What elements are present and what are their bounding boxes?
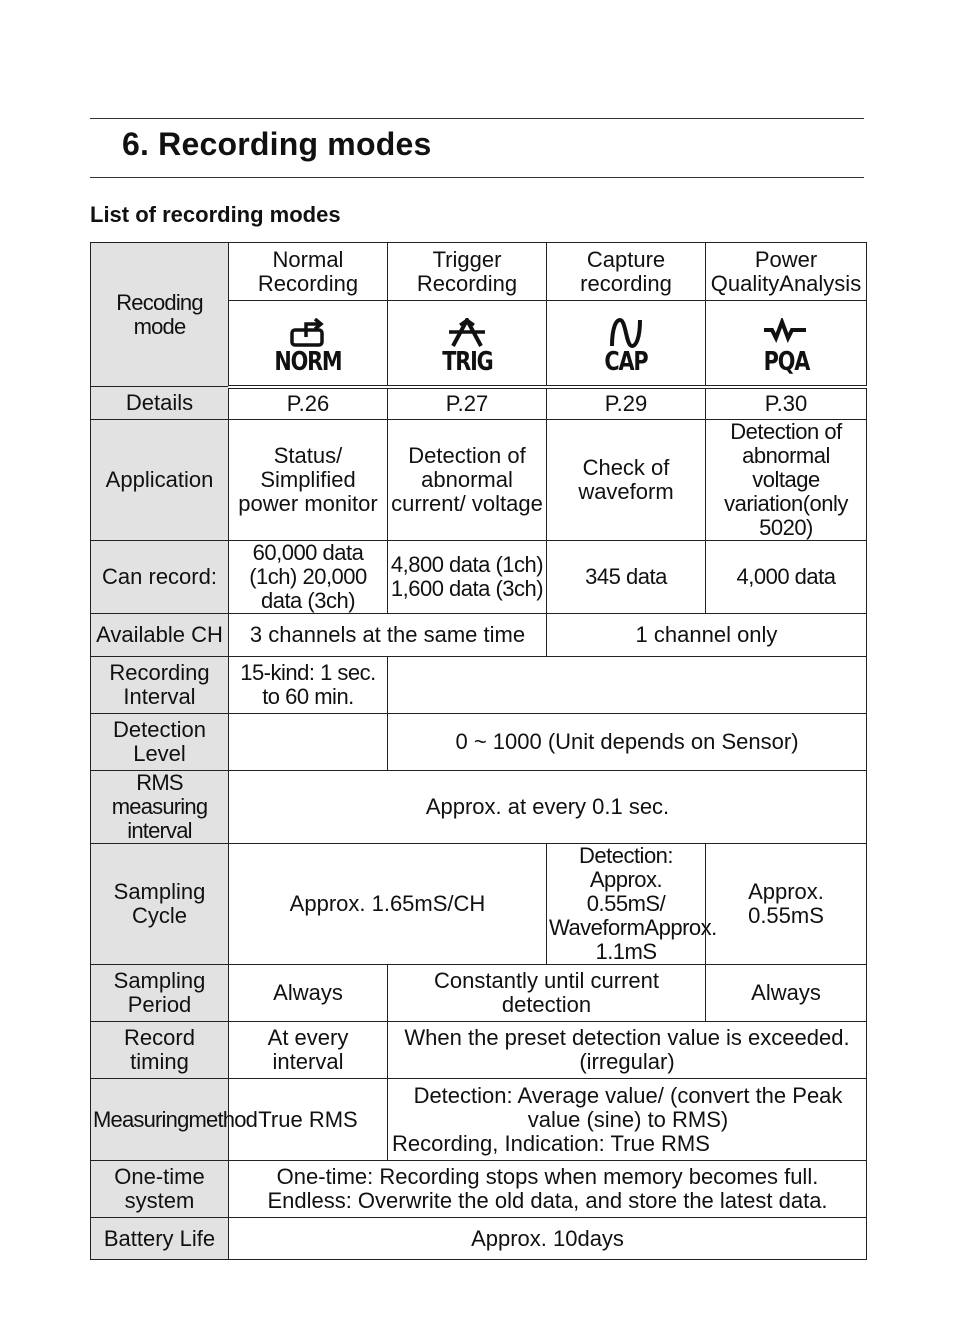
details-row bbox=[91, 387, 867, 420]
available-ch-row bbox=[91, 614, 867, 657]
measuring-method-line1: Detection: Average value/ (convert the Peak value (sine) to RMS) bbox=[413, 1082, 843, 1132]
measuring-method-norm: True RMS bbox=[229, 1079, 388, 1161]
can-record-trigger: 4,800 data (1ch) 1,600 data (3ch) bbox=[388, 541, 547, 614]
details-capture: P.29 bbox=[547, 387, 706, 420]
sampling-cycle-pqa: Approx. 0.55mS bbox=[706, 844, 867, 965]
sampling-period-trig-cap: Constantly until current detection bbox=[388, 965, 706, 1022]
details-normal: P.26 bbox=[229, 387, 388, 420]
sampling-cycle-row bbox=[91, 844, 867, 965]
measuring-method-others bbox=[388, 1079, 867, 1161]
can-record-normal: 60,000 data (1ch) 20,000 data (3ch) bbox=[229, 541, 388, 614]
mode-name-row bbox=[91, 243, 867, 301]
sampling-period-label: Sampling Period bbox=[91, 965, 229, 1022]
mode-name-capture: Capture recording bbox=[547, 243, 706, 301]
one-time-label: One-time system bbox=[91, 1161, 229, 1218]
record-timing-norm: At every interval bbox=[229, 1022, 388, 1079]
detection-level-label: Detection Level bbox=[91, 714, 229, 771]
mode-icon-cell-capture bbox=[547, 301, 706, 387]
details-label: Details bbox=[91, 387, 229, 420]
one-time-line1: One-time: Recording stops when memory becomes full. bbox=[276, 1164, 819, 1189]
cap-label: CAP bbox=[604, 346, 648, 377]
sampling-period-norm: Always bbox=[229, 965, 388, 1022]
mode-name-normal: Normal Recording bbox=[229, 243, 388, 301]
section-title: List of recording modes bbox=[90, 202, 341, 227]
record-timing-others: When the preset detection value is exceeded.(irregular) bbox=[388, 1022, 867, 1079]
can-record-pqa: 4,000 data bbox=[706, 541, 867, 614]
rms-interval-row bbox=[91, 771, 867, 844]
recording-modes-table bbox=[90, 242, 867, 1260]
sampling-cycle-norm-trig: Approx. 1.65mS/CH bbox=[229, 844, 547, 965]
cap-icon bbox=[604, 318, 648, 348]
sampling-cycle-label: Sampling Cycle bbox=[91, 844, 229, 965]
recording-interval-normal: 15-kind: 1 sec. to 60 min. bbox=[229, 657, 388, 714]
battery-label: Battery Life bbox=[91, 1218, 229, 1260]
detection-level-value: 0 ~ 1000 (Unit depends on Sensor) bbox=[388, 714, 867, 771]
sampling-period-pqa: Always bbox=[706, 965, 867, 1022]
can-record-capture: 345 data bbox=[547, 541, 706, 614]
sampling-cycle-cap: Detection: Approx. 0.55mS/ WaveformApprox. 1.1mS bbox=[547, 844, 706, 965]
norm-icon bbox=[286, 318, 330, 348]
detection-level-row bbox=[91, 714, 867, 771]
application-row bbox=[91, 420, 867, 541]
mode-name-trigger: Trigger Recording bbox=[388, 243, 547, 301]
record-timing-row bbox=[91, 1022, 867, 1079]
one-time-line2: Endless: Overwrite the old data, and store the latest data. bbox=[267, 1188, 828, 1213]
application-normal: Status/ Simplified power monitor bbox=[229, 420, 388, 541]
details-pqa: P.30 bbox=[706, 387, 867, 420]
recording-mode-label: Recoding mode bbox=[91, 243, 229, 387]
can-record-label: Can record: bbox=[91, 541, 229, 614]
details-trigger: P.27 bbox=[388, 387, 547, 420]
measuring-method-label: Measuringmethod bbox=[91, 1079, 229, 1161]
rms-interval-value: Approx. at every 0.1 sec. bbox=[229, 771, 867, 844]
measuring-method-row bbox=[91, 1079, 867, 1161]
available-ch-three: 3 channels at the same time bbox=[229, 614, 547, 657]
measuring-method-line2: Recording, Indication: True RMS bbox=[392, 1130, 710, 1156]
can-record-row bbox=[91, 541, 867, 614]
page-title: 6. Recording modes bbox=[122, 126, 432, 162]
battery-value: Approx. 10days bbox=[229, 1218, 867, 1260]
sampling-period-row bbox=[91, 965, 867, 1022]
recording-interval-label: Recording Interval bbox=[91, 657, 229, 714]
application-trigger: Detection of abnormal current/ voltage bbox=[388, 420, 547, 541]
trig-icon bbox=[445, 318, 489, 348]
mode-icon-cell-trigger bbox=[388, 301, 547, 387]
record-timing-label: Record timing bbox=[91, 1022, 229, 1079]
available-ch-label: Available CH bbox=[91, 614, 229, 657]
rms-interval-label: RMS measuring interval bbox=[91, 771, 229, 844]
recording-interval-empty bbox=[388, 657, 867, 714]
application-capture: Check of waveform bbox=[547, 420, 706, 541]
application-label: Application bbox=[91, 420, 229, 541]
top-rule bbox=[90, 118, 864, 119]
application-pqa: Detection of abnormal voltage variation(only 5020) bbox=[706, 420, 867, 541]
battery-row bbox=[91, 1218, 867, 1260]
mode-name-pqa: Power QualityAnalysis bbox=[706, 243, 867, 301]
trig-label: TRIG bbox=[441, 346, 493, 377]
one-time-row bbox=[91, 1161, 867, 1218]
title-bottom-rule bbox=[90, 177, 864, 178]
pqa-label: PQA bbox=[763, 346, 809, 377]
pqa-icon bbox=[762, 318, 810, 348]
available-ch-one: 1 channel only bbox=[547, 614, 867, 657]
norm-label: NORM bbox=[274, 346, 342, 377]
recording-interval-row bbox=[91, 657, 867, 714]
one-time-value bbox=[229, 1161, 867, 1218]
detection-level-empty bbox=[229, 714, 388, 771]
mode-icon-cell-pqa bbox=[706, 301, 867, 387]
mode-icon-cell-normal bbox=[229, 301, 388, 387]
